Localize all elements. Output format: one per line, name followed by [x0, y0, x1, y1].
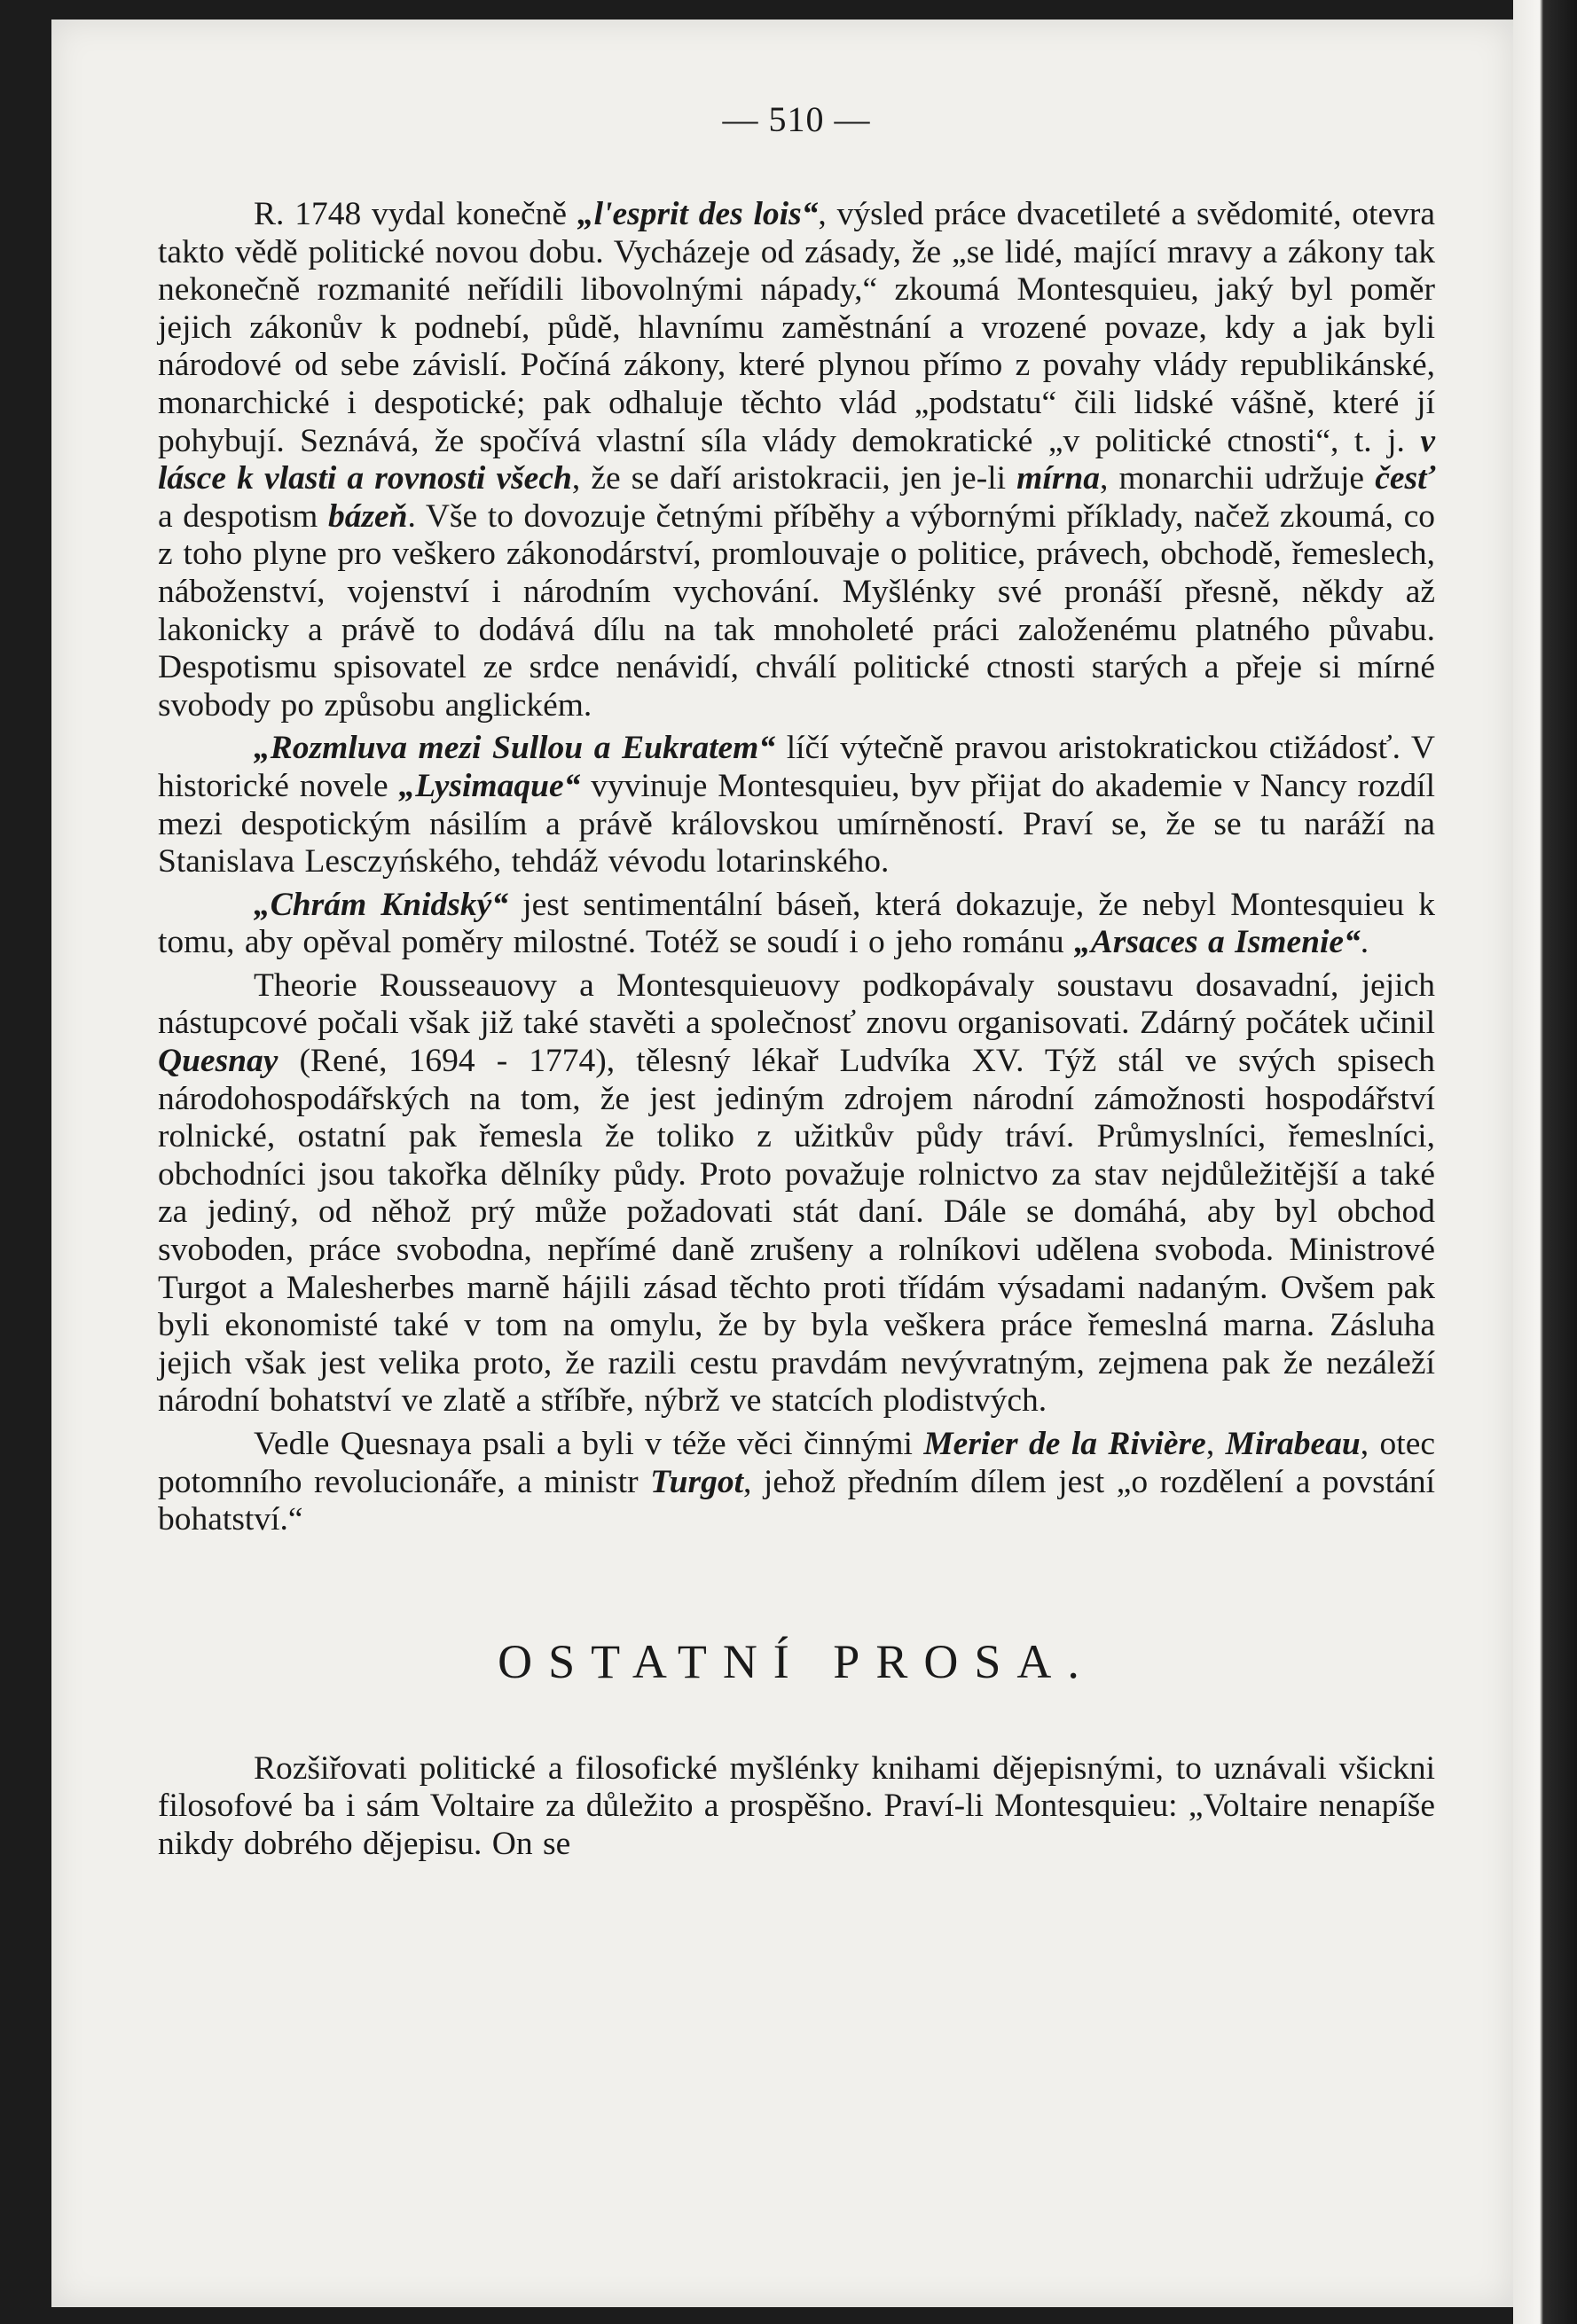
text-run: .: [1360, 924, 1369, 961]
italic-text: „Chrám Knidský“: [254, 886, 509, 923]
text-run: , monarchii udržuje: [1099, 460, 1376, 497]
italic-text: „l'esprit des lois“: [577, 196, 819, 232]
text-run: , výsled práce dvacetileté a svědomité, otevra takto vědě politické novou dobu. Vycházeje od zásady, že „se lidé, mající mravy a zákony tak nekonečně rozmanité neřídili libovolnými nápady,“ zkoumá Montesquieu, jaký byl poměr jejich zákonův k podnebí, půdě, hlavnímu zaměstnání a vrozené povaze, kdy a jak byli národové od sebe závislí. Počíná zákony, které plynou přímo z povahy vlády republikánské, monarchické i despotické; pak odhaluje těchto vlád „podstatu“ čili lidské vášně, které jí pohybují. Seznává, že spočívá vlastní síla vlády demokratické „v politické ctnosti“, t. j.: [158, 196, 1435, 459]
paragraph: [158, 967, 1435, 1420]
italic-text: Merier de la Rivière: [923, 1426, 1206, 1462]
paragraph: [158, 196, 1435, 724]
book-page: [51, 20, 1513, 2307]
text-run: Rozšiřovati politické a filosofické myšlénky knihami dějepisnými, to uznávali všickni filosofové ba i sám Voltaire za důležito a prospěšno. Praví-li Montesquieu: „Voltaire nenapíše nikdy dobrého dějepisu. On se: [158, 1749, 1435, 1862]
text-run: . Vše to dovozuje četnými příběhy a výbornými příklady, načež zkoumá, co z toho plyne pro veškero zákonodárství, promlouvaje o politice, právech, obchodě, řemeslech, náboženství, vojenství i národním vychování. Myšlénky své pronáší přesně, někdy až lakonicky a právě to dodává dílu na tak mnoholeté práci založenému platného půvabu. Despotismu spisovatel ze srdce nenávidí, chválí politické ctnosti starých a přeje si mírné svobody po způsobu anglickém.: [158, 497, 1436, 724]
text-run: ,: [1205, 1426, 1226, 1462]
italic-text: „Lysimaque“: [398, 767, 581, 804]
text-run: jest sentimentální báseň, která dokazuje, že nebyl Montesquieu k tomu, aby opěval poměry milostné. Totéž se soudí i o jeho románu: [158, 886, 1435, 961]
page-number: — 510 —: [722, 99, 871, 139]
text-run: Vedle Quesnaya psali a byli v téže věci činnými: [254, 1426, 924, 1462]
italic-text: Quesnay: [158, 1043, 279, 1080]
section-body-text: [158, 1750, 1435, 1864]
italic-text: „Arsaces a Ismenie“: [1074, 924, 1361, 961]
paragraph: [158, 887, 1435, 962]
italic-text: česť: [1375, 460, 1435, 497]
section-heading: OSTATNÍ PROSA.: [498, 1634, 1095, 1688]
page-content: [158, 95, 1435, 1869]
text-run: líčí výtečně pravou aristokratickou ctižádosť. V historické novele: [158, 730, 1435, 804]
italic-text: Mirabeau: [1225, 1426, 1361, 1462]
text-run: a despotism: [158, 497, 328, 535]
scan-edge: [1513, 0, 1577, 2324]
text-run: , že se daří aristokracii, jen je-li: [571, 460, 1017, 497]
text-run: R. 1748 vydal konečně: [254, 196, 577, 232]
italic-text: „Rozmluva mezi Sullou a Eukratem“: [254, 730, 776, 767]
paragraph: [158, 1750, 1435, 1864]
text-run: (René, 1694 - 1774), tělesný lékař Ludvíka XV. Týž stál ve svých spisech národohospodářských na tom, že jest jediným zdrojem národní zámožnosti hospodářství rolnické, ostatní pak řemesla že toliko z užitkův půdy tráví. Průmyslníci, řemeslníci, obchodníci jsou takořka dělníky půdy. Proto považuje rolnictvo za stav nejdůležitější a také za jediný, od něhož prý může požadovati stát daní. Dále se domáhá, aby byl obchod svoboden, práce svobodna, nepřímé daně zrušeny a rolníkovi udělena svoboda. Ministrové Turgot a Malesherbes marně hájili zásad těchto proti třídám výsadami nadaným. Ovšem pak byli ekonomisté také v tom na omylu, že by byla veškera práce řemeslná marna. Zásluha jejich však jest velika proto, že razili cestu pravdám nevývratným, zejmena pak že nezáleží národní bohatství ve zlatě a stříbře, nýbrž ve statcích plodistvých.: [158, 1043, 1435, 1420]
text-run: vyvinuje Montesquieu, byv přijat do akademie v Nancy rozdíl mezi despotickým násilím a právě královskou umírněností. Praví se, že se tu naráží na Stanislava Lesczyńského, tehdáž vévodu lotarinského.: [158, 767, 1435, 880]
text-run: , jehož předním dílem jest „o rozdělení a povstání bohatství.“: [158, 1463, 1436, 1538]
italic-text: v lásce k vlasti a rovnosti všech: [158, 422, 1435, 497]
body-text: [158, 196, 1435, 1539]
paragraph: [158, 730, 1435, 880]
text-run: Theorie Rousseauovy a Montesquieuovy podkopávaly soustavu dosavadní, jejich nástupcové počali však již také stavěti a společnosť znovu organisovati. Zdárný počátek učinil: [158, 966, 1435, 1042]
paragraph: [158, 1426, 1435, 1539]
italic-text: Turgot: [650, 1463, 743, 1500]
italic-text: mírna: [1016, 460, 1100, 497]
italic-text: bázeň: [327, 497, 408, 535]
text-run: , otec potomního revolucionáře, a ministr: [158, 1426, 1435, 1500]
